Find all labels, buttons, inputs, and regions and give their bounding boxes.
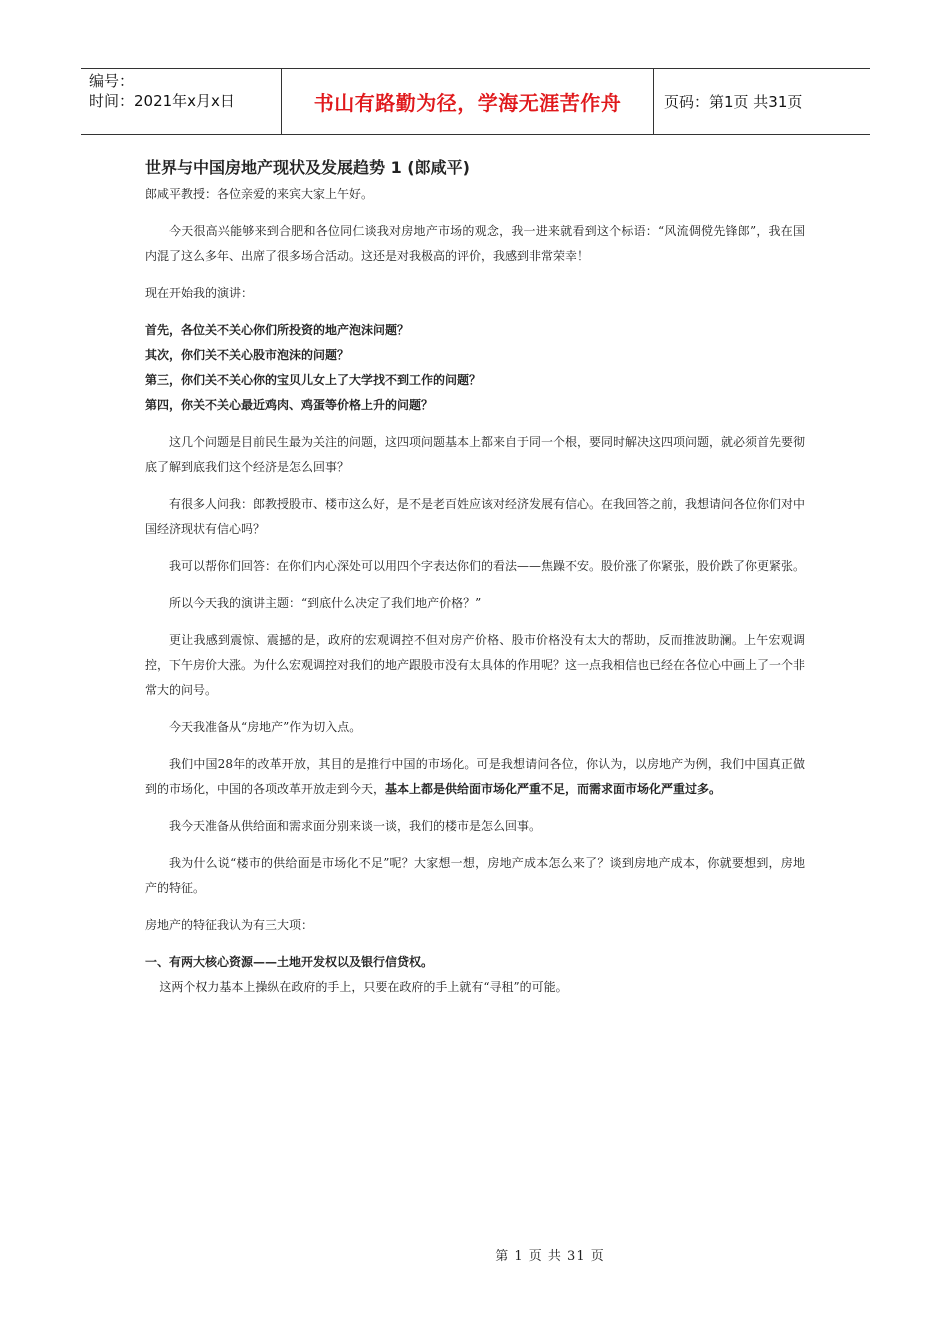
paragraph-9-emphasis: 基本上都是供给面市场化严重不足，而需求面市场化严重过多。 (385, 782, 722, 796)
page-footer (0, 1245, 950, 1264)
paragraph-9-text: 我们中国28年的改革开放，其目的是推行中国的市场化。可是我想请问各位，你认为，以房地产为例，我们中国真正做到的市场化，中国的各项改革开放走到今天， (145, 757, 805, 796)
paragraph-3: 这几个问题是目前民生最为关注的问题，这四项问题基本上都来自于同一个根，要同时解决这四项问题，就必须首先要彻底了解到底我们这个经济是怎么回事？ (145, 435, 806, 474)
paragraph-8: 今天我准备从“房地产”作为切入点。 (169, 720, 362, 734)
paragraph-7: 更让我感到震惊、震撼的是，政府的宏观调控不但对房产价格、股市价格没有太大的帮助，反而推波助澜。上午宏观调控，下午房价大涨。为什么宏观调控对我们的地产跟股市没有太具体的作用呢？这一点我相信也已经在各位心中画上了一个非常大的问号。 (145, 633, 806, 697)
footer-page-number: 第 1 页 共 31 页 (495, 1249, 605, 1264)
paragraph-4: 有很多人问我：郎教授股市、楼市这么好，是不是老百姓应该对经济发展有信心。在我回答之前，我想请问各位你们对中国经济现状有信心吗？ (145, 497, 806, 536)
header-motto-cell (282, 69, 654, 134)
document-header (81, 68, 870, 135)
article-title: 世界与中国房地产现状及发展趋势 1 (郎咸平) (145, 158, 470, 177)
time-label: 时间：2021年x月x日 (89, 92, 235, 110)
paragraph-13: 这两个权力基本上操纵在政府的手上，只要在政府的手上就有“寻租”的可能。 (159, 980, 568, 994)
question-1: 首先，各位关不关心你们所投资的地产泡沫问题？ (145, 323, 410, 337)
paragraph-11: 我为什么说“楼市的供给面是市场化不足”呢？大家想一想，房地产成本怎么来了？谈到房地产成本，你就要想到，房地产的特征。 (145, 856, 805, 895)
paragraph-6: 所以今天我的演讲主题：“到底什么决定了我们地产价格？” (169, 596, 482, 610)
motto-text: 书山有路勤为径，学海无涯苦作舟 (313, 91, 622, 115)
paragraph-1: 今天很高兴能够来到合肥和各位同仁谈我对房地产市场的观念，我一进来就看到这个标语：“风流倜傥先锋郎”，我在国内混了这么多年、出席了很多场合活动。这还是对我极高的评价，我感到非常荣幸！ (145, 224, 805, 263)
question-2: 其次，你们关不关心股市泡沫的问题？ (145, 348, 350, 362)
paragraph-10: 我今天准备从供给面和需求面分别来谈一谈，我们的楼市是怎么回事。 (169, 819, 542, 833)
header-page-cell (654, 69, 870, 134)
page-info: 页码：第1页 共31页 (664, 93, 803, 111)
header-meta-cell (81, 69, 282, 134)
question-3: 第三，你们关不关心你的宝贝儿女上了大学找不到工作的问题？ (145, 373, 482, 387)
paragraph-12: 房地产的特征我认为有三大项： (145, 918, 314, 932)
section-heading-1: 一、有两大核心资源——土地开发权以及银行信贷权。 (145, 955, 434, 969)
paragraph-9 (145, 752, 805, 802)
question-4: 第四，你关不关心最近鸡肉、鸡蛋等价格上升的问题？ (145, 398, 434, 412)
number-label: 编号： (89, 72, 135, 90)
greeting: 郎咸平教授：各位亲爱的来宾大家上午好。 (145, 187, 374, 201)
paragraph-2: 现在开始我的演讲： (145, 286, 254, 300)
paragraph-5: 我可以帮你们回答：在你们内心深处可以用四个字表达你们的看法——焦躁不安。股价涨了你紧张，股价跌了你更紧张。 (169, 559, 806, 573)
article-body (145, 155, 805, 1000)
